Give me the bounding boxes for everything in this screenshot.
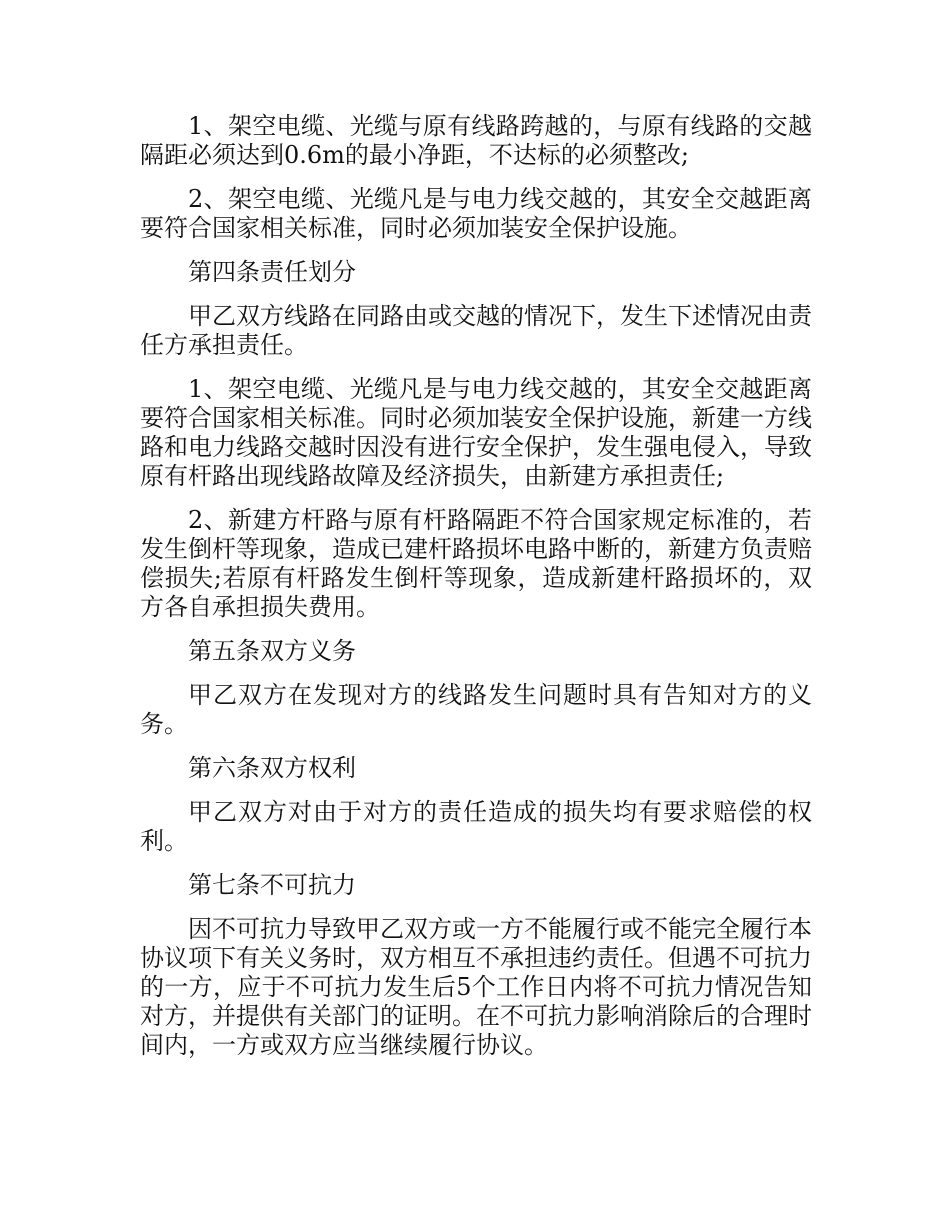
clause-crossing-distance: 1、架空电缆、光缆与原有线路跨越的，与原有线路的交越隔距必须达到0.6m的最小净距，不达标的必须整改; <box>140 112 812 169</box>
section-heading-responsibility: 第四条责任划分 <box>188 258 356 286</box>
responsibility-item-2: 2、新建方杆路与原有杆路隔距不符合国家规定标准的，若发生倒杆等现象，造成已建杆路损坏电路中断的，新建方负责赔偿损失;若原有杆路发生倒杆等现象，造成新建杆路损坏的，双方各自承担损失费用。 <box>140 506 812 621</box>
responsibility-item-1: 1、架空电缆、光缆凡是与电力线交越的，其安全交越距离要符合国家相关标准。同时必须加装安全保护设施，新建一方线路和电力线路交越时因没有进行安全保护，发生强电侵入，导致原有杆路出现线路故障及经济损失，由新建方承担责任; <box>140 375 812 490</box>
section-heading-rights: 第六条双方权利 <box>188 754 356 782</box>
force-majeure-text: 因不可抗力导致甲乙双方或一方不能履行或不能完全履行本协议项下有关义务时，双方相互不承担违约责任。但遇不可抗力的一方，应于不可抗力发生后5个工作日内将不可抗力情况告知对方，并提供有关部门的证明。在不可抗力影响消除后的合理时间内，一方或双方应当继续履行协议。 <box>140 915 812 1059</box>
responsibility-intro: 甲乙双方线路在同路由或交越的情况下，发生下述情况由责任方承担责任。 <box>140 302 812 359</box>
section-heading-obligations: 第五条双方义务 <box>188 637 356 665</box>
obligations-text: 甲乙双方在发现对方的线路发生问题时具有告知对方的义务。 <box>140 681 812 738</box>
clause-power-line-crossing: 2、架空电缆、光缆凡是与电力线交越的，其安全交越距离要符合国家相关标准，同时必须加装安全保护设施。 <box>140 185 812 242</box>
document-page <box>140 112 812 1075</box>
rights-text: 甲乙双方对由于对方的责任造成的损失均有要求赔偿的权利。 <box>140 798 812 855</box>
section-heading-force-majeure: 第七条不可抗力 <box>188 871 356 899</box>
